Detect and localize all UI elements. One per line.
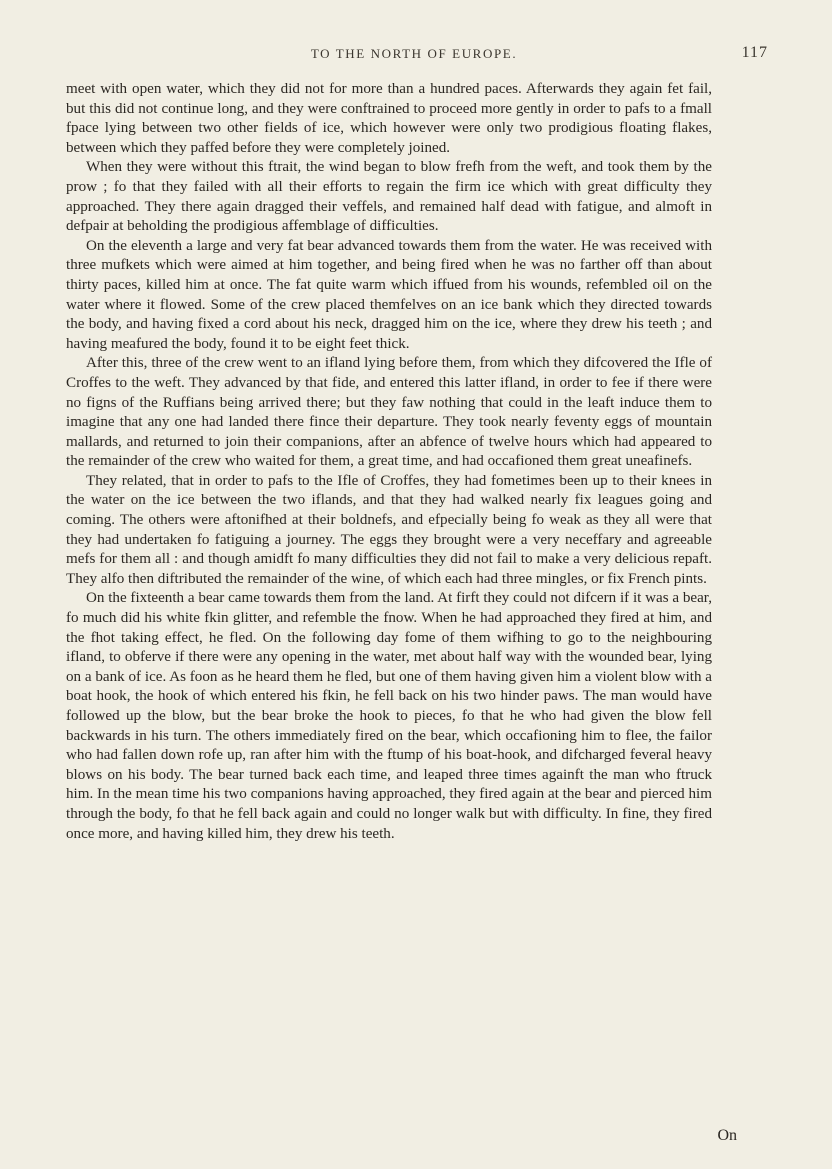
- running-head: [60, 46, 768, 66]
- paragraph: meet with open water, which they did not for more than a hundred paces. Afterwards they again fet fail, but this did not continue long, and they were conftrained to proceed more gently in order to pafs to a fmall fpace lying between two other fields of ice, which however were only two prodigious floating flakes, between which they paffed before they were completely joined.: [66, 81, 712, 156]
- catchword: On: [717, 1127, 737, 1144]
- paragraph: On the eleventh a large and very fat bear advanced towards them from the water. He was received with three mufkets which were aimed at him together, and being fired when he was no farther off than about thirty paces, killed him at once. The fat quite warm which iffued from his wounds, refembled oil on the water where it flowed. Some of the crew placed themfelves on an ice bank which they directed towards the body, and having fixed a cord about his neck, dragged him on the ice, where they drew his teeth ; and having meafured the body, found it to be eight feet thick.: [66, 237, 712, 352]
- paragraph: After this, three of the crew went to an ifland lying before them, from which they difcovered the Ifle of Croffes to the weft. They advanced by that fide, and entered this latter ifland, in order to fee if there were no figns of the Ruffians being arrived there; but they faw nothing that could in the leaft induce them to imagine that any one had landed there fince their departure. They took nearly feventy eggs of mountain mallards, and returned to join their companions, after an abfence of twelve hours which had appeared to the remainder of the crew who waited for them, a great time, and had occafioned them great uneafinefs.: [66, 355, 712, 470]
- page-number: 117: [741, 44, 768, 61]
- paragraph: On the fixteenth a bear came towards them from the land. At firft they could not difcern if it was a bear, fo much did his white fkin glitter, and refemble the fnow. When he had approached they fired at him, and the fhot taking effect, he fled. On the following day fome of them wifhing to go to the neighbouring ifland, to obferve if there were any opening in the water, met about half way with the wounded bear, lying on a bank of ice. As foon as he heard them he fled, but one of them having given him a violent blow with a boat hook, the hook of which entered his fkin, he fell back on his two hinder paws. The man would have followed up the blow, but the bear broke the hook to pieces, fo that he who had given the blow fell backwards in his turn. The others immediately fired on the bear, which occafioning him to flee, the failor who had fallen down rofe up, ran after him with the ftump of his boat-hook, and difcharged feveral heavy blows on his body. The bear turned back each time, and leaped three times againft the man who ftruck him. In the mean time his two companions having approached, they fired again at the bear and pierced him through the body, fo that he fell back again and could no longer walk but with difficulty. In fine, they fired once more, and having killed him, they drew his teeth.: [66, 590, 712, 842]
- paragraph: They related, that in order to pafs to the Ifle of Croffes, they had fometimes been up to their knees in the water on the ice between the two iflands, and that they had walked nearly fix leagues going and coming. The others were aftonifhed at their boldnefs, and efpecially being fo weak as they all were that they had undertaken fo fatiguing a journey. The eggs they brought were a very neceffary and agreeable mefs for them all : and though amidft fo many difficulties they did not fail to make a very delicious repaft. They alfo then diftributed the remainder of the wine, of which each had three mingles, or fix French pints.: [66, 472, 712, 587]
- running-title: TO THE NORTH OF EUROPE.: [310, 46, 518, 61]
- paragraph: When they were without this ftrait, the wind began to blow frefh from the weft, and took them by the prow ; fo that they failed with all their efforts to regain the firm ice which with great difficulty they approached. They there again dragged their veffels, and remained half dead with fatigue, and almoft in defpair at beholding the prodigious affemblage of difficulties.: [66, 159, 712, 235]
- body-text: [66, 80, 712, 844]
